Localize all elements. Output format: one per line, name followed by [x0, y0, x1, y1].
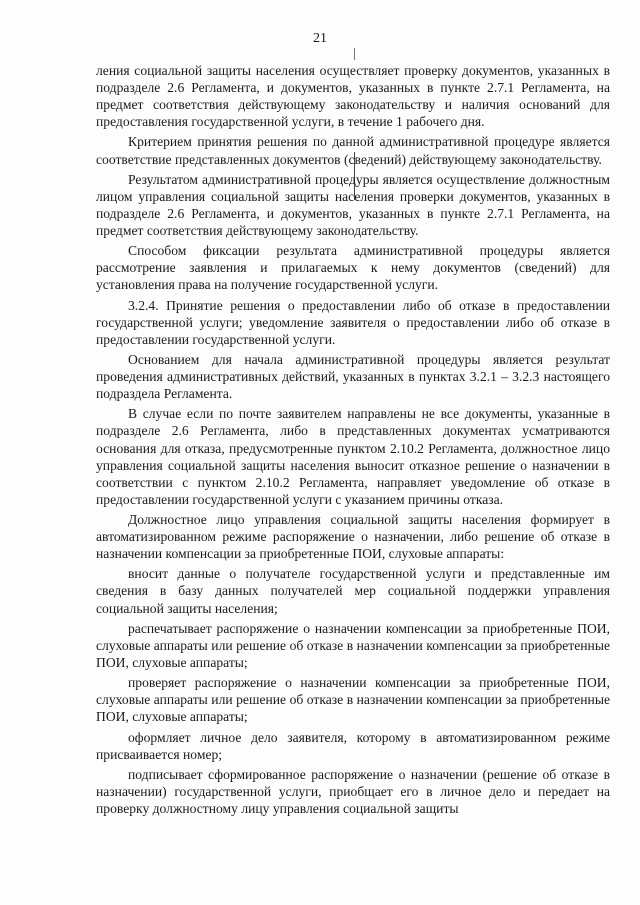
- document-body: [96, 62, 610, 820]
- paragraph: В случае если по почте заявителем направлены не все документы, указанные в подразделе 2.6 Регламента, либо в представленных документах усматриваются основания для отказа, предусмотренные пунктом 2.10.2 Регламента, должностное лицо управления социальной защиты населения выносит отказное решение о назначении в соответствии с пунктом 2.10.2 Регламента, направляет уведомление об отказе в предоставлении государственной услуги с указанием причины отказа.: [96, 406, 610, 507]
- paragraph: Результатом административной процедуры является осуществление должностным лицом управления социальной защиты населения проверки документов, указанных в подразделе 2.6 Регламента, и документов, указанных в пункте 2.7.1 Регламента, на предмет соответствия действующему законодательству.: [96, 171, 610, 239]
- paragraph: 3.2.4. Принятие решения о предоставлении либо об отказе в предоставлении государственной услуги; уведомление заявителя о предоставлении либо об отказе в предоставлении государственной услуги.: [96, 297, 610, 347]
- paragraph: Способом фиксации результата административной процедуры является рассмотрение заявления и прилагаемых к нему документов (сведений) для установления права на получение государственной услуги.: [96, 243, 610, 293]
- scan-tick-mark: [354, 48, 355, 60]
- paragraph: Критерием принятия решения по данной административной процедуре является соответствие представленных документов (сведений) действующему законодательству.: [96, 134, 610, 167]
- paragraph: подписывает сформированное распоряжение о назначении (решение об отказе в назначении) государственной услуги, приобщает его в личное дело и передает на проверку должностному лицу управления социальной защиты: [96, 766, 610, 816]
- paragraph: Основанием для начала административной процедуры является результат проведения административных действий, указанных в пунктах 3.2.1 – 3.2.3 настоящего подраздела Регламента.: [96, 351, 610, 402]
- paragraph: ления социальной защиты населения осуществляет проверку документов, указанных в подразделе 2.6 Регламента, и документов, указанных в пункте 2.7.1 Регламента, на предмет соответствия действующему законодательству и наличия оснований для предоставления государственной услуги, в течение 1 рабочего дня.: [96, 63, 610, 130]
- paragraph: вносит данные о получателе государственной услуги и представленные им сведения в базу данных получателей мер социальной поддержки управления социальной защиты населения;: [96, 566, 610, 616]
- paragraph: распечатывает распоряжение о назначении компенсации за приобретенные ПОИ, слуховые аппараты или решение об отказе в назначении компенсации за приобретенные ПОИ, слуховые аппараты;: [96, 620, 610, 670]
- page-number: 21: [313, 31, 327, 46]
- paragraph: Должностное лицо управления социальной защиты населения формирует в автоматизированном режиме распоряжение о назначении, либо решение об отказе в назначении компенсации за приобретенные ПОИ, слуховые аппараты:: [96, 512, 610, 562]
- paragraph: оформляет личное дело заявителя, которому в автоматизированном режиме присваивается номер;: [96, 729, 610, 762]
- paragraph: проверяет распоряжение о назначении компенсации за приобретенные ПОИ, слуховые аппараты или решение об отказе в назначении компенсации за приобретенные ПОИ, слуховые аппараты;: [96, 675, 610, 725]
